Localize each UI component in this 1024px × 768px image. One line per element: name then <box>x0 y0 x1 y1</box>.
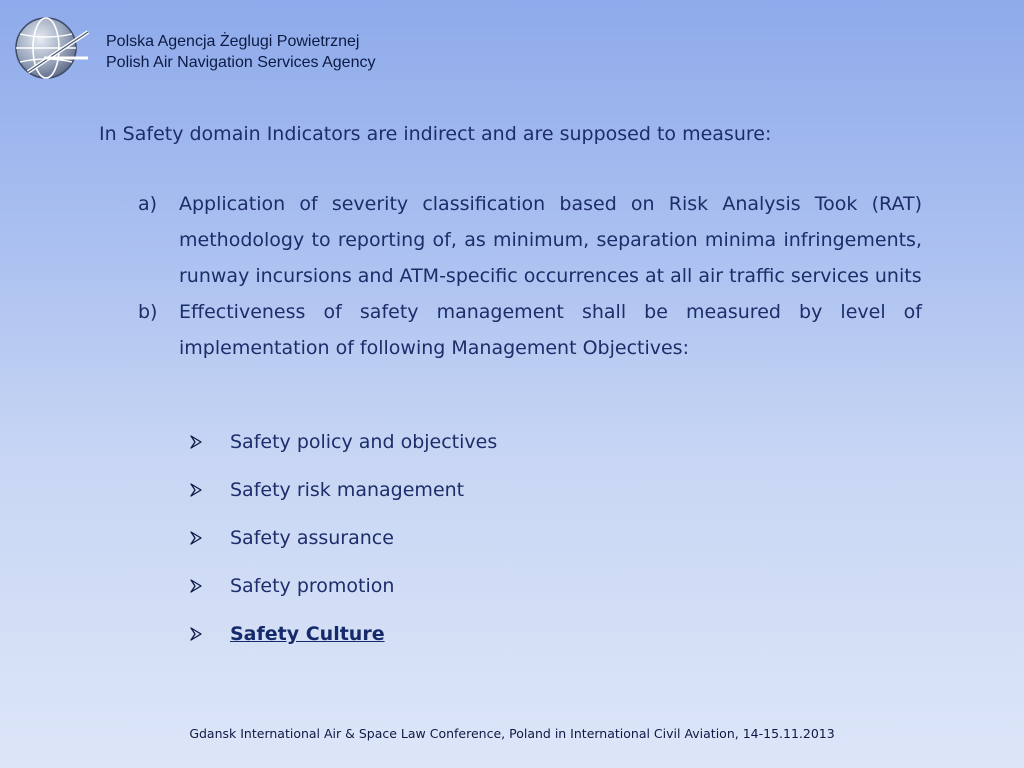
globe-logo-icon <box>14 14 90 86</box>
list-item-text: Application of severity classification based on Risk Analysis Took (RAT) methodology to reporting of, as minimum, separation minima infringements, runway incursions and ATM-specific occurrences at all air traffic services units <box>179 193 922 287</box>
objective-item <box>188 614 788 662</box>
management-objectives-list <box>188 422 788 662</box>
indicator-list <box>138 186 922 366</box>
objective-item <box>188 422 788 470</box>
arrow-bullet-icon <box>190 483 202 497</box>
list-item <box>138 294 922 366</box>
objective-text-emphasized: Safety Culture <box>230 623 385 645</box>
org-name-polish: Polska Agencja Żeglugi Powietrznej <box>106 33 360 50</box>
org-name-english: Polish Air Navigation Services Agency <box>106 54 376 71</box>
objective-item <box>188 470 788 518</box>
objective-item <box>188 566 788 614</box>
list-item-text: Effectiveness of safety management shall be measured by level of implementation of following Management Objectives: <box>179 301 922 359</box>
arrow-bullet-icon <box>190 579 202 593</box>
objective-text: Safety assurance <box>230 527 394 549</box>
objective-item <box>188 518 788 566</box>
intro-text: In Safety domain Indicators are indirect and are supposed to measure: <box>99 123 772 145</box>
list-marker: b) <box>138 301 158 323</box>
arrow-bullet-icon <box>190 435 202 449</box>
arrow-bullet-icon <box>190 531 202 545</box>
org-name <box>106 31 375 73</box>
footer-text: Gdansk International Air & Space Law Conference, Poland in International Civil Aviation, 14-15.11.2013 <box>189 726 835 741</box>
list-item <box>138 186 922 294</box>
arrow-bullet-icon <box>190 627 202 641</box>
header <box>14 14 434 86</box>
list-marker: a) <box>138 193 158 215</box>
objective-text: Safety risk management <box>230 479 465 501</box>
objective-text: Safety promotion <box>230 575 395 597</box>
objective-text: Safety policy and objectives <box>230 431 498 453</box>
